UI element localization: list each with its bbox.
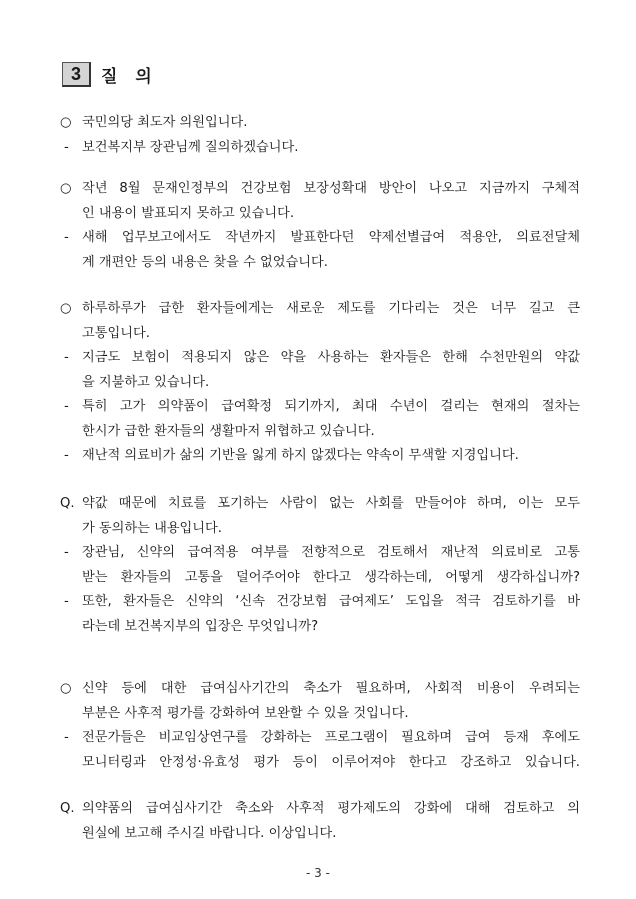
dash-bullet-icon: - [64,230,69,245]
circle-bullet-icon: ○ [60,681,72,696]
dash-bullet-icon: - [64,139,69,155]
paragraph-line: 전문가들은 비교임상연구를 강화하는 프로그램이 필요하며 급여 등재 후에도 [82,730,580,745]
paragraph-line: 고통입니다. [82,325,150,341]
section-title: 질 의 [101,67,158,87]
dash-bullet-icon: - [64,594,69,609]
circle-bullet-icon: ○ [60,115,72,130]
question-marker: Q. [60,801,75,816]
paragraph-line: 작년 8월 문재인정부의 건강보험 보장성확대 방안이 나오고 지금까지 구체적 [82,181,580,196]
paragraph-policy-delay [60,177,580,275]
section-number-box: 3 [62,62,91,87]
circle-bullet-icon: ○ [60,301,72,316]
paragraph-line: 보건복지부 장관님께 질의하겠습니다. [82,139,299,155]
paragraph-line: 을 지불하고 있습니다. [82,374,210,390]
paragraph-line: 의약품의 급여심사기간 축소와 사후적 평가제도의 강화에 대해 검토하고 의 [82,801,580,816]
paragraph-line: 하루하루가 급한 환자들에게는 새로운 제도를 기다리는 것은 너무 길고 큰 [82,301,580,316]
dash-bullet-icon: - [64,399,69,414]
paragraph-line: 약값 때문에 치료를 포기하는 사람이 없는 사회를 만들어야 하며, 이는 모두 [82,496,580,511]
paragraph-line: 새해 업무보고에서도 작년까지 발표한다던 약제선별급여 적용안, 의료전달체 [82,230,580,245]
question-new-drug-coverage [60,492,580,639]
paragraph-line: 모니터링과 안정성·유효성 평가 등이 이루어져야 한다고 강조하고 있습니다. [82,754,580,770]
paragraph-line: 인 내용이 발표되지 못하고 있습니다. [82,205,295,221]
dash-bullet-icon: - [64,545,69,560]
question-marker: Q. [60,496,75,511]
paragraph-line: 국민의당 최도자 의원입니다. [82,115,248,130]
paragraph-line: 부분은 사후적 평가를 강화하여 보완할 수 있을 것입니다. [82,705,409,721]
paragraph-line: 신약 등에 대한 급여심사기간의 축소가 필요하며, 사회적 비용이 우려되는 [82,681,580,696]
paragraph-intro [60,111,580,160]
page-number: - 3 - [306,866,330,880]
paragraph-line: 특히 고가 의약품이 급여확정 되기까지, 최대 수년이 걸리는 현재의 절차는 [82,399,580,414]
circle-bullet-icon: ○ [60,181,72,196]
paragraph-line: 재난적 의료비가 삶의 기반을 잃게 하지 않겠다는 약속이 무색할 지경입니다. [82,448,519,463]
paragraph-line: 장관님, 신약의 급여적용 여부를 전향적으로 검토해서 재난적 의료비로 고통 [82,545,580,560]
section-heading [62,62,158,87]
paragraph-review-period [60,677,580,775]
paragraph-line: 또한, 환자들은 신약의 ‘신속 건강보험 급여제도’ 도입을 적극 검토하기를 바 [82,594,580,609]
dash-bullet-icon: - [64,448,69,463]
paragraph-patient-burden [60,297,580,469]
paragraph-line: 받는 환자들의 고통을 덜어주어야 한다고 생각하는데, 어떻게 생각하십니까? [82,569,580,585]
paragraph-line: 한시가 급한 환자들의 생활마저 위협하고 있습니다. [82,423,375,439]
paragraph-line: 원실에 보고해 주시길 바랍니다. 이상입니다. [82,825,337,841]
question-closing [60,797,580,846]
dash-bullet-icon: - [64,350,69,365]
paragraph-line: 계 개편안 등의 내용은 찾을 수 없었습니다. [82,254,328,270]
paragraph-line: 라는데 보건복지부의 입장은 무엇입니까? [82,618,319,634]
dash-bullet-icon: - [64,730,69,745]
paragraph-line: 지금도 보험이 적용되지 않은 약을 사용하는 환자들은 한해 수천만원의 약값 [82,350,580,365]
paragraph-line: 가 동의하는 내용입니다. [82,520,222,536]
